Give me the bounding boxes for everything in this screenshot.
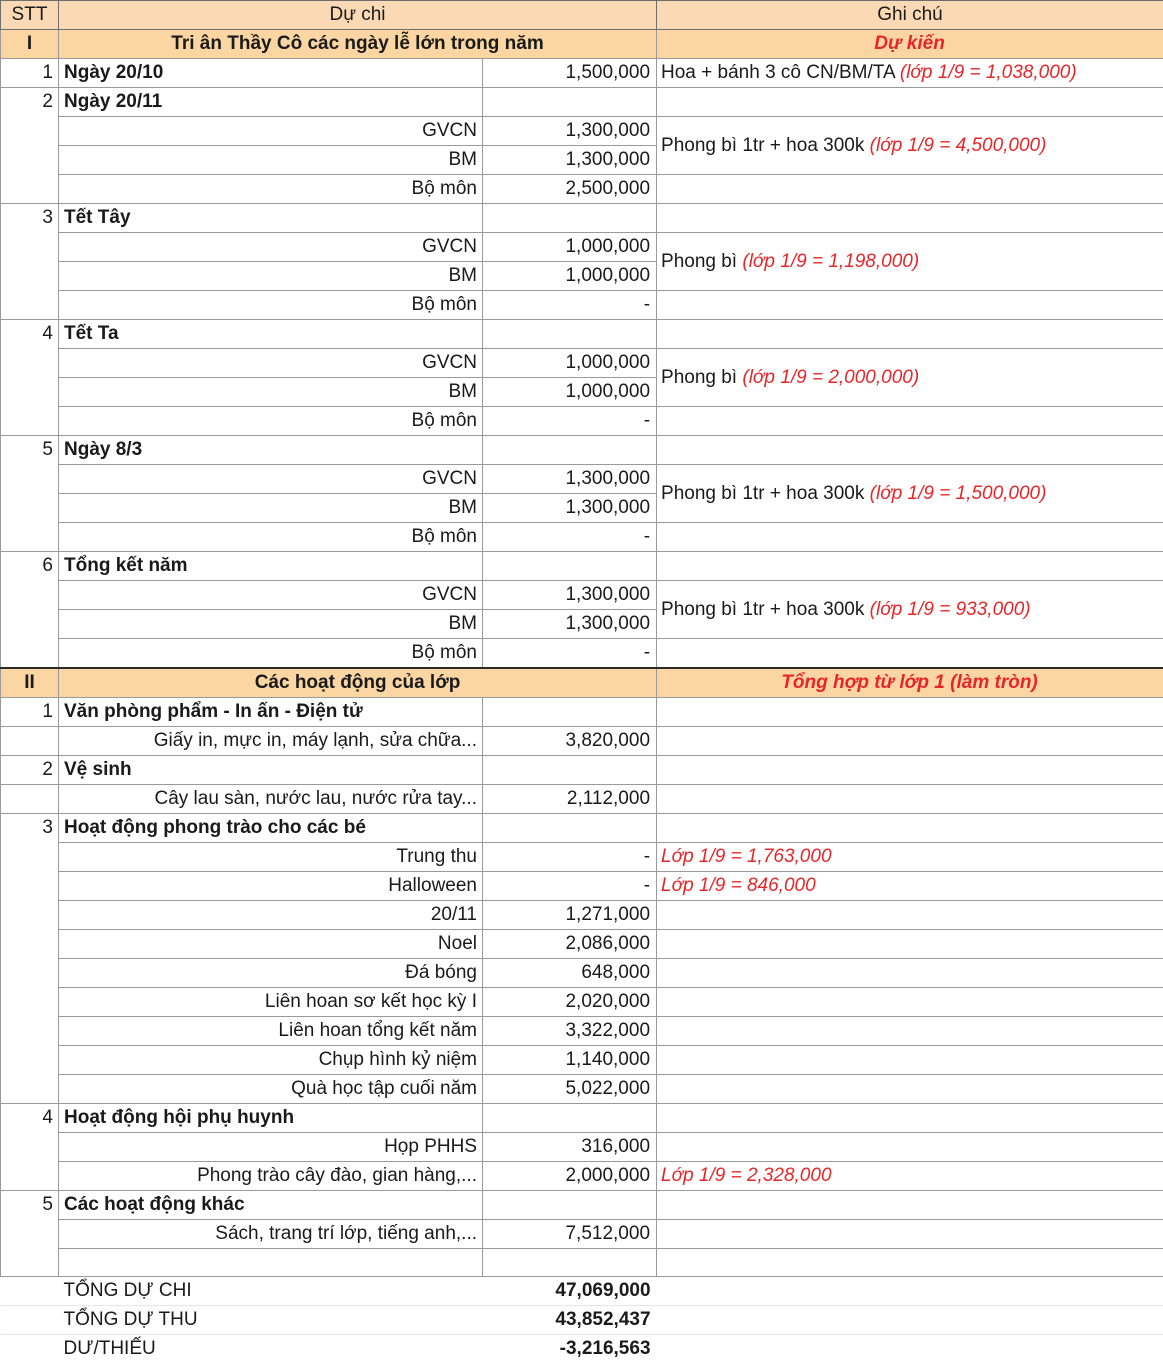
total-label[interactable]: DƯ/THIẾU	[59, 1335, 483, 1364]
table-row	[1, 756, 1163, 785]
table-row	[1, 1017, 1163, 1046]
sub-amount[interactable]	[483, 1249, 657, 1277]
table-row	[1, 436, 1163, 465]
row-note[interactable]	[657, 1046, 1163, 1075]
row-amount[interactable]	[483, 320, 657, 349]
table-row	[1, 727, 1163, 756]
row-stt[interactable]: 4	[1, 320, 59, 436]
sub-label[interactable]: Chụp hình kỷ niệm	[59, 1046, 483, 1075]
sub-amount[interactable]: 316,000	[483, 1133, 657, 1162]
row-name[interactable]: Tết Tây	[59, 204, 483, 233]
sub-label[interactable]: Bộ môn	[59, 639, 483, 669]
row-note[interactable]	[657, 523, 1163, 552]
total-amount[interactable]: 47,069,000	[483, 1277, 657, 1306]
note-red: (lớp 1/9 = 2,000,000)	[742, 366, 920, 388]
row-note[interactable]	[657, 785, 1163, 814]
row-note[interactable]	[657, 1075, 1163, 1104]
row-amount[interactable]	[483, 436, 657, 465]
sub-amount[interactable]: 1,000,000	[483, 349, 657, 378]
table-row	[1, 959, 1163, 988]
row-stt[interactable]	[1, 727, 59, 756]
row-amount[interactable]	[483, 552, 657, 581]
sub-amount[interactable]: 2,112,000	[483, 785, 657, 814]
table-row	[1, 698, 1163, 727]
sub-label[interactable]: BM	[59, 378, 483, 407]
row-stt[interactable]: 4	[1, 1104, 59, 1191]
total-amount[interactable]: 43,852,437	[483, 1306, 657, 1335]
table-row	[1, 88, 1163, 117]
sub-label[interactable]: Noel	[59, 930, 483, 959]
note-text: Hoa + bánh 3 cô CN/BM/TA	[661, 62, 895, 83]
total-label[interactable]: TỔNG DỰ THU	[59, 1306, 483, 1335]
sub-label[interactable]: Trung thu	[59, 843, 483, 872]
row-note[interactable]	[657, 988, 1163, 1017]
header-row	[1, 1, 1163, 30]
row-stt[interactable]: 1	[1, 698, 59, 727]
section-title[interactable]: Các hoạt động của lớp	[59, 668, 657, 698]
row-name[interactable]: Các hoạt động khác	[59, 1191, 483, 1220]
sub-label[interactable]	[59, 1249, 483, 1277]
sub-label[interactable]: Đá bóng	[59, 959, 483, 988]
row-name[interactable]: Tết Ta	[59, 320, 483, 349]
sub-amount[interactable]: 3,820,000	[483, 727, 657, 756]
sub-label[interactable]: Bộ môn	[59, 175, 483, 204]
total-spacer	[657, 1306, 1163, 1335]
row-amount[interactable]	[483, 698, 657, 727]
note-text: Phong bì 1tr + hoa 300k	[661, 482, 865, 504]
row-note[interactable]	[657, 59, 1163, 88]
total-spacer	[1, 1335, 59, 1364]
sub-label[interactable]: GVCN	[59, 465, 483, 494]
total-row	[1, 1306, 1163, 1335]
table-row	[1, 291, 1163, 320]
table-row	[1, 814, 1163, 843]
table-row	[1, 117, 1163, 146]
row-note[interactable]	[657, 901, 1163, 930]
sub-label[interactable]: BM	[59, 262, 483, 291]
row-note[interactable]	[657, 204, 1163, 233]
table-row	[1, 59, 1163, 88]
header-stt[interactable]: STT	[1, 1, 59, 30]
sub-label[interactable]: Liên hoan tổng kết năm	[59, 1017, 483, 1046]
row-note[interactable]: Lớp 1/9 = 2,328,000	[657, 1162, 1163, 1191]
note-red: (lớp 1/9 = 1,198,000)	[742, 250, 920, 272]
table-row	[1, 204, 1163, 233]
sub-label[interactable]: Quà học tập cuối năm	[59, 1075, 483, 1104]
section-row	[1, 30, 1163, 59]
sub-amount[interactable]: 1,300,000	[483, 494, 657, 523]
row-stt[interactable]: 2	[1, 756, 59, 785]
row-amount[interactable]	[483, 1191, 657, 1220]
sub-amount[interactable]: 1,300,000	[483, 117, 657, 146]
table-row	[1, 1191, 1163, 1220]
row-stt[interactable]	[1, 785, 59, 814]
row-note[interactable]	[657, 436, 1163, 465]
row-stt[interactable]: 6	[1, 552, 59, 669]
total-spacer	[657, 1277, 1163, 1306]
total-label[interactable]: TỔNG DỰ CHI	[59, 1277, 483, 1306]
sub-label[interactable]: 20/11	[59, 901, 483, 930]
row-name[interactable]: Ngày 20/11	[59, 88, 483, 117]
sub-label[interactable]: BM	[59, 494, 483, 523]
sub-amount[interactable]: 1,000,000	[483, 262, 657, 291]
table-row	[1, 639, 1163, 669]
row-note[interactable]	[657, 349, 1163, 407]
row-note[interactable]	[657, 581, 1163, 639]
sub-label[interactable]: BM	[59, 610, 483, 639]
sub-label[interactable]: Phong trào cây đào, gian hàng,...	[59, 1162, 483, 1191]
row-note[interactable]	[657, 1017, 1163, 1046]
sub-amount[interactable]: -	[483, 639, 657, 669]
sub-amount[interactable]: 1,271,000	[483, 901, 657, 930]
row-note[interactable]	[657, 552, 1163, 581]
sub-amount[interactable]: 1,300,000	[483, 610, 657, 639]
sub-amount[interactable]: 2,020,000	[483, 988, 657, 1017]
row-note[interactable]	[657, 233, 1163, 291]
table-row	[1, 407, 1163, 436]
note-text: Phong bì 1tr + hoa 300k	[661, 598, 865, 620]
sub-amount[interactable]: 1,140,000	[483, 1046, 657, 1075]
table-row	[1, 872, 1163, 901]
row-note[interactable]	[657, 639, 1163, 669]
sub-label[interactable]: Họp PHHS	[59, 1133, 483, 1162]
row-note[interactable]	[657, 698, 1163, 727]
table-row	[1, 930, 1163, 959]
table-row	[1, 1075, 1163, 1104]
row-name[interactable]: Vệ sinh	[59, 756, 483, 785]
row-note[interactable]: Lớp 1/9 = 846,000	[657, 872, 1163, 901]
sub-amount[interactable]: 2,086,000	[483, 930, 657, 959]
row-note[interactable]	[657, 175, 1163, 204]
row-stt[interactable]: 2	[1, 88, 59, 204]
table-row	[1, 1220, 1163, 1249]
row-note[interactable]	[657, 291, 1163, 320]
sub-amount[interactable]: 7,512,000	[483, 1220, 657, 1249]
table-row	[1, 349, 1163, 378]
table-row	[1, 901, 1163, 930]
table-row	[1, 175, 1163, 204]
table-row	[1, 233, 1163, 262]
table-row	[1, 1249, 1163, 1277]
row-note[interactable]	[657, 1104, 1163, 1133]
row-amount[interactable]: 1,500,000	[483, 59, 657, 88]
sub-amount[interactable]: 2,500,000	[483, 175, 657, 204]
sub-amount[interactable]: 1,000,000	[483, 233, 657, 262]
sub-label[interactable]: Halloween	[59, 872, 483, 901]
row-note[interactable]: Lớp 1/9 = 1,763,000	[657, 843, 1163, 872]
sub-amount[interactable]: -	[483, 523, 657, 552]
row-amount[interactable]	[483, 814, 657, 843]
sub-label[interactable]: Giấy in, mực in, máy lạnh, sửa chữa...	[59, 727, 483, 756]
sub-amount[interactable]: 1,300,000	[483, 581, 657, 610]
sub-amount[interactable]: 2,000,000	[483, 1162, 657, 1191]
sub-label[interactable]: GVCN	[59, 581, 483, 610]
row-note[interactable]	[657, 1220, 1163, 1249]
sub-amount[interactable]: 5,022,000	[483, 1075, 657, 1104]
row-name[interactable]: Văn phòng phẩm - In ấn - Điện tử	[59, 698, 483, 727]
sub-label[interactable]: Liên hoan sơ kết học kỳ I	[59, 988, 483, 1017]
sub-amount[interactable]: -	[483, 407, 657, 436]
table-row	[1, 1162, 1163, 1191]
row-name[interactable]: Hoạt động hội phụ huynh	[59, 1104, 483, 1133]
row-amount[interactable]	[483, 88, 657, 117]
note-red: (lớp 1/9 = 1,500,000)	[869, 482, 1047, 504]
total-spacer	[657, 1335, 1163, 1364]
section-note[interactable]: Tổng hợp từ lớp 1 (làm tròn)	[657, 668, 1163, 698]
row-stt[interactable]: 3	[1, 814, 59, 1104]
row-note[interactable]	[657, 407, 1163, 436]
note-red: (lớp 1/9 = 4,500,000)	[869, 134, 1047, 156]
row-note[interactable]	[657, 465, 1163, 523]
table-row	[1, 988, 1163, 1017]
note-text: Phong bì	[661, 250, 738, 272]
row-note[interactable]	[657, 727, 1163, 756]
row-stt[interactable]: 5	[1, 1191, 59, 1277]
sub-label[interactable]: Cây lau sàn, nước lau, nước rửa tay...	[59, 785, 483, 814]
row-stt[interactable]: 3	[1, 204, 59, 320]
total-spacer	[1, 1306, 59, 1335]
sub-label[interactable]: BM	[59, 146, 483, 175]
sub-label[interactable]: GVCN	[59, 349, 483, 378]
sub-amount[interactable]: 648,000	[483, 959, 657, 988]
table-row	[1, 1104, 1163, 1133]
sub-label[interactable]: GVCN	[59, 117, 483, 146]
row-stt[interactable]: 5	[1, 436, 59, 552]
sub-amount[interactable]: -	[483, 843, 657, 872]
row-note[interactable]	[657, 1249, 1163, 1277]
table-row	[1, 1046, 1163, 1075]
sub-label[interactable]: Bộ môn	[59, 523, 483, 552]
row-note[interactable]	[657, 1191, 1163, 1220]
table-row	[1, 785, 1163, 814]
total-spacer	[1, 1277, 59, 1306]
table-row	[1, 1133, 1163, 1162]
sub-label[interactable]: GVCN	[59, 233, 483, 262]
table-row	[1, 843, 1163, 872]
row-name[interactable]: Ngày 8/3	[59, 436, 483, 465]
row-note[interactable]	[657, 1133, 1163, 1162]
row-name[interactable]: Ngày 20/10	[59, 59, 483, 88]
table-row	[1, 320, 1163, 349]
row-name[interactable]: Hoạt động phong trào cho các bé	[59, 814, 483, 843]
sub-amount[interactable]: -	[483, 291, 657, 320]
note-text: Phong bì	[661, 366, 738, 388]
row-note[interactable]	[657, 320, 1163, 349]
sub-label[interactable]: Bộ môn	[59, 291, 483, 320]
section-stt[interactable]: I	[1, 30, 59, 59]
table-row	[1, 465, 1163, 494]
sub-label[interactable]: Bộ môn	[59, 407, 483, 436]
total-amount[interactable]: -3,216,563	[483, 1335, 657, 1364]
row-amount[interactable]	[483, 756, 657, 785]
row-note[interactable]	[657, 814, 1163, 843]
section-stt[interactable]: II	[1, 668, 59, 698]
section-row	[1, 668, 1163, 698]
sub-amount[interactable]: -	[483, 872, 657, 901]
row-amount[interactable]	[483, 1104, 657, 1133]
row-note[interactable]	[657, 88, 1163, 117]
row-stt[interactable]: 1	[1, 59, 59, 88]
section-title[interactable]: Tri ân Thầy Cô các ngày lễ lớn trong năm	[59, 30, 657, 59]
total-row	[1, 1277, 1163, 1306]
note-text: Phong bì 1tr + hoa 300k	[661, 134, 865, 156]
note-red: (lớp 1/9 = 933,000)	[869, 598, 1031, 620]
sub-amount[interactable]: 1,300,000	[483, 465, 657, 494]
header-note[interactable]: Ghi chú	[657, 1, 1163, 30]
row-note[interactable]	[657, 959, 1163, 988]
table-row	[1, 523, 1163, 552]
section-note[interactable]: Dự kiến	[657, 30, 1163, 59]
row-note[interactable]	[657, 930, 1163, 959]
header-name[interactable]: Dự chi	[59, 1, 657, 30]
row-note[interactable]	[657, 117, 1163, 175]
sub-amount[interactable]: 1,000,000	[483, 378, 657, 407]
total-row	[1, 1335, 1163, 1364]
sub-amount[interactable]: 3,322,000	[483, 1017, 657, 1046]
note-red: (lớp 1/9 = 1,038,000)	[899, 62, 1077, 83]
row-amount[interactable]	[483, 204, 657, 233]
sub-label[interactable]: Sách, trang trí lớp, tiếng anh,...	[59, 1220, 483, 1249]
table-row	[1, 552, 1163, 581]
row-name[interactable]: Tổng kết năm	[59, 552, 483, 581]
table-row	[1, 581, 1163, 610]
row-note[interactable]	[657, 756, 1163, 785]
sub-amount[interactable]: 1,300,000	[483, 146, 657, 175]
